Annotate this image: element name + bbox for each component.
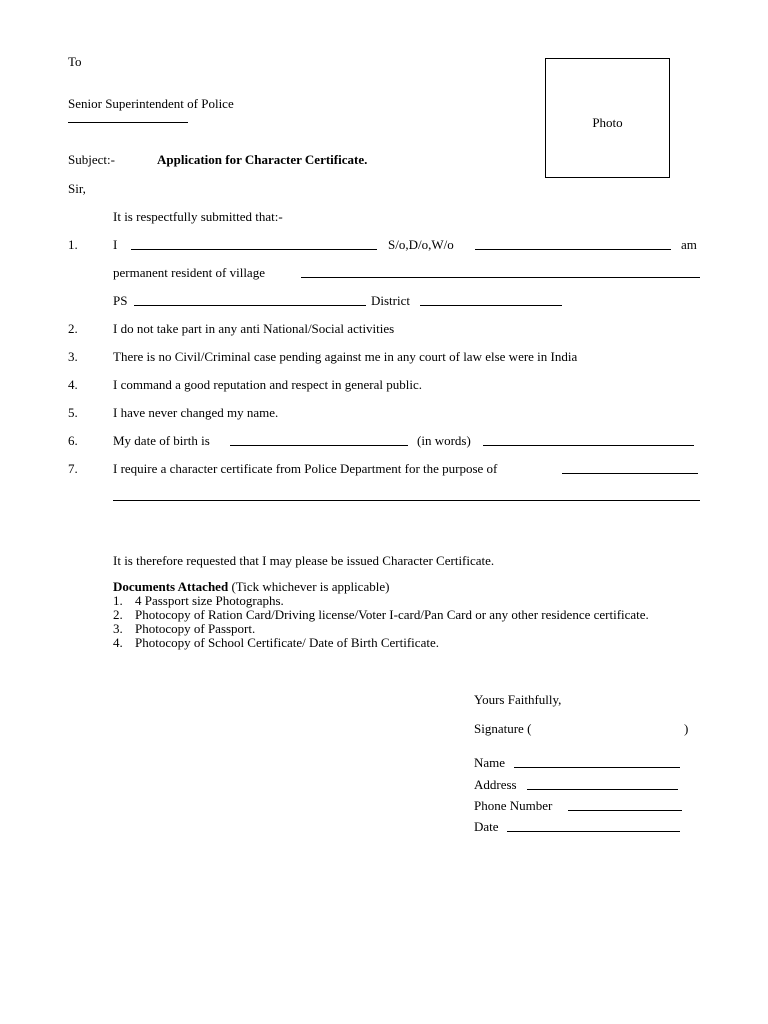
item-3-number: 3.: [68, 349, 78, 364]
item-3-text: There is no Civil/Criminal case pending against me in any court of law else were in India: [113, 349, 578, 364]
ps-label: PS: [113, 293, 128, 308]
ps-blank[interactable]: [134, 305, 366, 306]
item-1-i: I: [113, 237, 118, 252]
salutation: Sir,: [68, 181, 86, 196]
photo-box[interactable]: [545, 58, 670, 178]
yours-faithfully: Yours Faithfully,: [474, 692, 562, 707]
document-text: Photocopy of Passport.: [135, 621, 256, 636]
documents-heading: [113, 579, 389, 594]
address-label: Address: [474, 777, 517, 792]
document-item: [113, 594, 673, 608]
name-blank[interactable]: [514, 767, 680, 768]
parent-name-blank[interactable]: [475, 249, 671, 250]
item-6-number: 6.: [68, 433, 78, 448]
district-blank[interactable]: [420, 305, 562, 306]
dob-label: My date of birth is: [113, 433, 210, 448]
item-7-number: 7.: [68, 461, 78, 476]
relation-label: S/o,D/o,W/o: [388, 237, 454, 252]
date-blank[interactable]: [507, 831, 680, 832]
phone-label: Phone Number: [474, 798, 553, 813]
document-item: [113, 608, 673, 622]
dob-words-blank[interactable]: [483, 445, 694, 446]
document-item: [113, 636, 673, 650]
document-number: 4.: [113, 635, 123, 650]
dob-blank[interactable]: [230, 445, 408, 446]
intro-text: It is respectfully submitted that:-: [113, 209, 283, 224]
recipient-title: Senior Superintendent of Police: [68, 96, 234, 111]
request-text: It is therefore requested that I may please be issued Character Certificate.: [113, 553, 495, 568]
item-4-number: 4.: [68, 377, 78, 392]
documents-note: (Tick whichever is applicable): [228, 579, 390, 594]
document-text: Photocopy of School Certificate/ Date of Birth Certificate.: [135, 635, 439, 650]
document-number: 1.: [113, 593, 123, 608]
purpose-blank-continued[interactable]: [113, 500, 700, 501]
item-7-text: I require a character certificate from Police Department for the purpose of: [113, 461, 498, 476]
date-label: Date: [474, 819, 499, 834]
subject-text: Application for Character Certificate.: [157, 152, 368, 167]
in-words-label: (in words): [417, 433, 471, 448]
document-text: 4 Passport size Photographs.: [135, 593, 284, 608]
name-label: Name: [474, 755, 506, 770]
village-label: permanent resident of village: [113, 265, 265, 280]
purpose-blank[interactable]: [562, 473, 698, 474]
signature-label: Signature (: [474, 721, 532, 736]
subject-label: Subject:-: [68, 152, 115, 167]
item-5-text: I have never changed my name.: [113, 405, 279, 420]
item-2-number: 2.: [68, 321, 78, 336]
to-label: To: [68, 54, 82, 69]
address-blank[interactable]: [527, 789, 678, 790]
item-4-text: I command a good reputation and respect in general public.: [113, 377, 423, 392]
documents-list: [113, 594, 673, 650]
item-2-text: I do not take part in any anti National/Social activities: [113, 321, 395, 336]
document-item: [113, 622, 673, 636]
photo-label: Photo: [592, 115, 623, 130]
applicant-name-blank[interactable]: [131, 249, 377, 250]
item-5-number: 5.: [68, 405, 78, 420]
document-text: Photocopy of Ration Card/Driving license/Voter I-card/Pan Card or any other residence certificate.: [135, 607, 649, 622]
signature-field[interactable]: [543, 719, 681, 737]
district-label: District: [371, 293, 410, 308]
documents-title: Documents Attached: [113, 579, 229, 594]
document-number: 3.: [113, 621, 123, 636]
phone-blank[interactable]: [568, 810, 682, 811]
am-label: am: [681, 237, 697, 252]
recipient-location-blank[interactable]: [68, 122, 188, 123]
village-blank[interactable]: [301, 277, 700, 278]
document-number: 2.: [113, 607, 123, 622]
signature-close: ): [684, 721, 689, 736]
item-1-number: 1.: [68, 237, 78, 252]
